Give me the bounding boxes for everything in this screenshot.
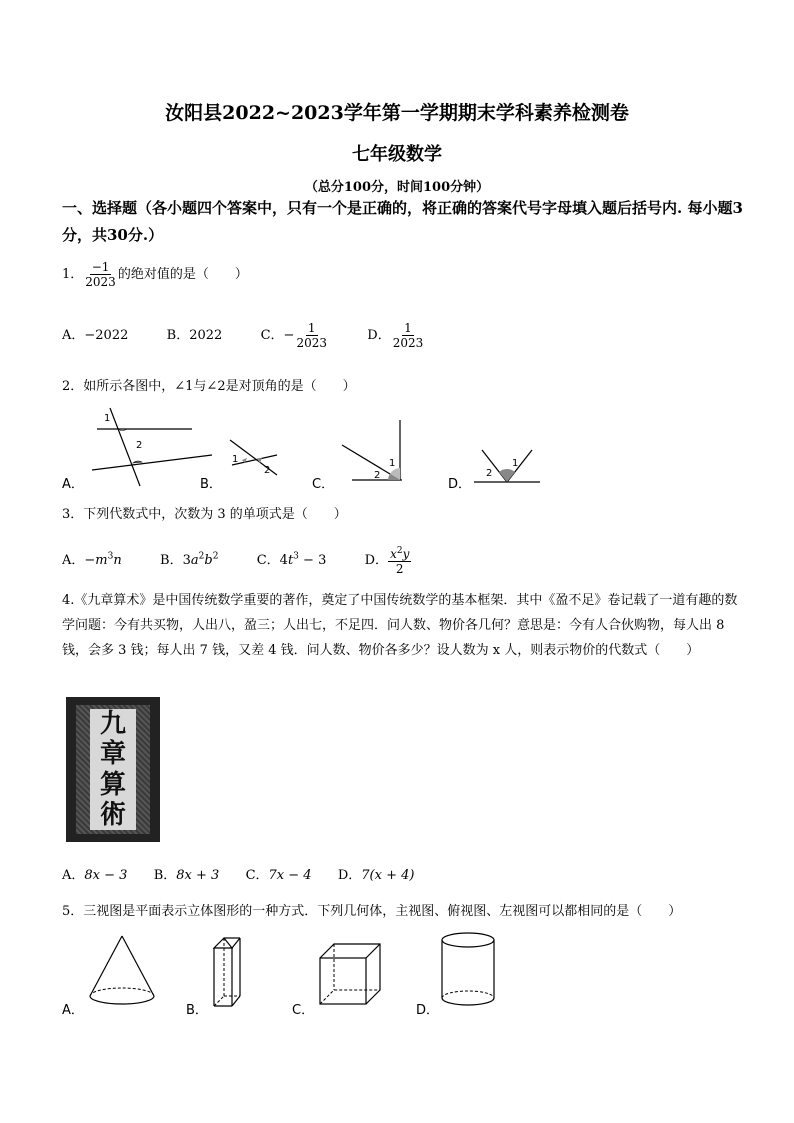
book-char-3: 算 bbox=[99, 769, 126, 800]
svg-text:1: 1 bbox=[512, 458, 519, 469]
label-b: B． bbox=[186, 1003, 208, 1018]
svg-text:2: 2 bbox=[486, 468, 493, 479]
option-c: C．7x − 4 bbox=[245, 868, 312, 883]
svg-text:2: 2 bbox=[374, 470, 381, 481]
label-a: A． bbox=[62, 477, 84, 492]
option-b: B．$3a^2b^2$ bbox=[160, 551, 219, 568]
q2-figures bbox=[62, 400, 562, 495]
cube-figure bbox=[292, 944, 380, 1018]
exam-subtitle: 七年级数学 bbox=[352, 144, 442, 165]
option-b: B．8x + 3 bbox=[153, 868, 220, 883]
figure-b bbox=[200, 440, 277, 492]
book-char-2: 章 bbox=[99, 739, 126, 770]
question-2: 2．如所示各图中，∠1与∠2是对顶角的是（ ） bbox=[62, 379, 356, 394]
question-3: 3．下列代数式中，次数为 3 的单项式是（ ） bbox=[62, 507, 347, 522]
option-a: A．$-m^3n$ bbox=[62, 551, 122, 568]
option-d: D．7(x + 4) bbox=[337, 868, 415, 883]
numerator: −1 bbox=[91, 260, 110, 274]
exam-info: （总分100分，时间100分钟） bbox=[304, 180, 490, 195]
option-a: A．−2022 bbox=[62, 328, 129, 343]
denominator: 2023 bbox=[85, 275, 116, 289]
figure-d bbox=[448, 450, 540, 492]
question-1 bbox=[62, 260, 248, 289]
q1-options bbox=[62, 321, 425, 350]
prism-figure bbox=[186, 938, 240, 1018]
question-4: 4.《九章算术》是中国传统数学重要的著作，奠定了中国传统数学的基本框架．其中《盈不足》卷记载了一道有趣的数学问题：今有共买物，人出八，盈三；人出七，不足四．问人数、物价各几何？意思是：今有人合伙购物，每人出 8 钱，会多 3 钱；每人出 7 钱，又差 4 钱．问人数、物价各多少？设人数为 x 人，则表示物价的代数式（ ） bbox=[62, 593, 738, 658]
book-char-4: 術 bbox=[99, 799, 126, 830]
fraction bbox=[83, 260, 118, 289]
book-title bbox=[90, 709, 136, 830]
option-d: D． $\frac{x^2y}{2}$ bbox=[364, 546, 410, 576]
figure-a bbox=[62, 408, 212, 492]
label-c: C． bbox=[292, 1003, 315, 1018]
q5-figures bbox=[62, 928, 532, 1023]
cone-figure bbox=[62, 936, 154, 1018]
label-a: A． bbox=[62, 1003, 84, 1018]
label-d: D． bbox=[448, 477, 472, 492]
exam-title: 汝阳县2022~2023学年第一学期期末学科素养检测卷 bbox=[165, 102, 629, 124]
cylinder-figure bbox=[416, 933, 494, 1018]
option-c: C．− $\frac{1}{2023}$ bbox=[260, 321, 327, 350]
book-cover-image bbox=[66, 697, 160, 842]
question-text: 的绝对值的是（ ） bbox=[117, 267, 248, 282]
label-c: C． bbox=[312, 477, 335, 492]
question-number: 1． bbox=[62, 267, 84, 282]
figure-c bbox=[312, 420, 402, 492]
svg-text:1: 1 bbox=[104, 413, 111, 424]
svg-text:1: 1 bbox=[232, 454, 239, 465]
question-5: 5．三视图是平面表示立体图形的一种方式．下列几何体，主视图、俯视图、左视图可以都相同的是（ ） bbox=[62, 904, 682, 919]
book-char-1: 九 bbox=[99, 709, 126, 740]
svg-text:2: 2 bbox=[136, 440, 143, 451]
svg-text:2: 2 bbox=[264, 465, 271, 476]
q3-options bbox=[62, 544, 411, 576]
label-d: D． bbox=[416, 1003, 440, 1018]
option-b: B．2022 bbox=[166, 328, 223, 343]
option-a: A．8x − 3 bbox=[62, 868, 128, 883]
option-c: C．$4t^3 - 3$ bbox=[256, 551, 327, 568]
q4-options bbox=[62, 864, 414, 883]
svg-text:1: 1 bbox=[389, 458, 396, 469]
section-heading: 一、选择题（各小题四个答案中，只有一个是正确的，将正确的答案代号字母填入题后括号内. 每小题3分，共30分.） bbox=[62, 199, 743, 244]
option-d: D． $\frac{1}{2023}$ bbox=[367, 321, 424, 350]
label-b: B． bbox=[200, 477, 222, 492]
